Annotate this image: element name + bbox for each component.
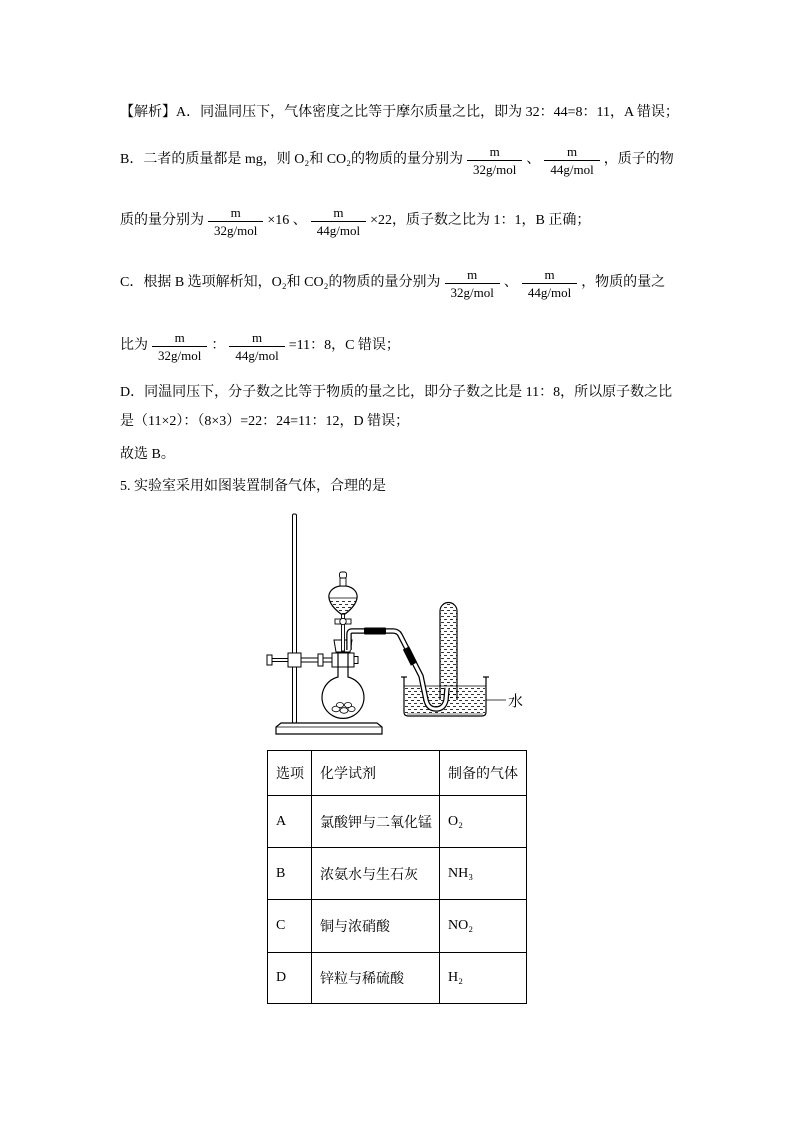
gas-cell: H₂ bbox=[440, 953, 527, 1004]
fraction bbox=[311, 205, 366, 238]
solution-line-b1 bbox=[120, 140, 674, 180]
option-cell: B bbox=[268, 848, 312, 900]
solution-conclusion: 故选 B。 bbox=[120, 447, 175, 462]
option-cell: D bbox=[268, 953, 312, 1004]
solution-line-d1: D．同温同压下，分子数之比等于物质的量之比，即分子数之比是 11：8，所以原子数之比 bbox=[120, 385, 673, 400]
solution-text: ： bbox=[211, 338, 226, 353]
fraction bbox=[445, 267, 500, 300]
solution-text: B．二者的质量都是 mg，则 O₂和 CO₂的物质的量分别为 bbox=[120, 152, 464, 167]
clamp-boss-head bbox=[288, 653, 301, 667]
solution-text: 比为 bbox=[120, 338, 148, 353]
stand-base bbox=[276, 723, 382, 734]
fraction-denominator: 32g/mol bbox=[214, 222, 258, 238]
question-stem: 5. 实验室采用如图装置制备气体，合理的是 bbox=[120, 479, 386, 494]
inverted-test-tube bbox=[440, 603, 457, 701]
gas-cell: NO₂ bbox=[440, 900, 527, 953]
reagent-cell: 浓氨水与生石灰 bbox=[312, 848, 440, 900]
clamp-jaw-screw bbox=[354, 657, 358, 664]
solution-line-c2 bbox=[120, 326, 400, 366]
solution-text: 、 bbox=[526, 152, 541, 167]
solution-text: 质的量分别为 bbox=[120, 213, 204, 228]
solution-line-a: 【解析】A．同温同压下，气体密度之比等于摩尔质量之比，即为 32：44=8：11，A 错误； bbox=[120, 105, 679, 120]
funnel-neck bbox=[340, 578, 346, 586]
header-gas: 制备的气体 bbox=[440, 751, 527, 796]
fraction bbox=[522, 267, 577, 300]
fraction-numerator: m bbox=[311, 205, 366, 222]
fraction-denominator: 44g/mol bbox=[316, 222, 361, 238]
solution-text: ，物质的量之 bbox=[581, 275, 666, 290]
table-header-row bbox=[268, 751, 527, 796]
fraction-numerator: m bbox=[544, 144, 599, 161]
separatory-funnel bbox=[328, 572, 358, 651]
solution-text: ×22，质子数之比为 1：1，B 正确； bbox=[370, 213, 591, 228]
granule bbox=[344, 703, 351, 708]
clamp-screw bbox=[318, 654, 323, 666]
fraction bbox=[208, 205, 263, 238]
fraction-denominator: 44g/mol bbox=[235, 347, 279, 363]
fraction-numerator: m bbox=[445, 267, 500, 284]
funnel-top-stopper bbox=[340, 572, 347, 578]
solution-line-b2 bbox=[120, 201, 590, 241]
rubber-connector bbox=[406, 648, 414, 664]
solution-line-d2: 是（11×2）：（8×3）=22：24=11：12，D 错误； bbox=[120, 414, 410, 429]
apparatus-figure bbox=[260, 505, 540, 745]
reagent-cell: 锌粒与稀硫酸 bbox=[312, 953, 440, 1004]
header-option: 选项 bbox=[268, 751, 312, 796]
clamp-rod-left bbox=[272, 659, 288, 662]
table-row bbox=[268, 900, 527, 953]
clamp-arm bbox=[301, 658, 332, 662]
option-cell: C bbox=[268, 900, 312, 953]
table-row bbox=[268, 796, 527, 848]
solution-text: ×16 、 bbox=[267, 213, 307, 228]
reagent-cell: 氯酸钾与二氧化锰 bbox=[312, 796, 440, 848]
stopcock-knob bbox=[340, 618, 346, 624]
rubber-connector bbox=[364, 628, 386, 635]
fraction-denominator: 32g/mol bbox=[473, 161, 517, 177]
round-bottom-flask bbox=[322, 640, 364, 718]
fraction bbox=[544, 144, 599, 177]
fraction-numerator: m bbox=[522, 267, 577, 284]
options-table bbox=[267, 750, 527, 1004]
fraction-denominator: 44g/mol bbox=[550, 161, 594, 177]
solution-text: ，质子的物 bbox=[603, 152, 674, 167]
header-reagents: 化学试剂 bbox=[312, 751, 440, 796]
gas-cell: NH₃ bbox=[440, 848, 527, 900]
solution-text: C．根据 B 选项解析知，O₂和 CO₂的物质的量分别为 bbox=[120, 275, 441, 290]
fraction-numerator: m bbox=[467, 144, 522, 161]
solution-text: =11：8，C 错误； bbox=[288, 338, 400, 353]
fraction-numerator: m bbox=[152, 330, 207, 347]
fraction bbox=[229, 330, 284, 363]
table-row bbox=[268, 848, 527, 900]
fraction bbox=[467, 144, 522, 177]
water-label: 水 bbox=[508, 694, 524, 710]
fraction-numerator: m bbox=[229, 330, 284, 347]
gas-cell: O₂ bbox=[440, 796, 527, 848]
reagent-cell: 铜与浓硝酸 bbox=[312, 900, 440, 953]
clamp-knob-left bbox=[267, 655, 272, 665]
option-cell: A bbox=[268, 796, 312, 848]
fraction-denominator: 44g/mol bbox=[527, 284, 572, 300]
solution-text: 、 bbox=[503, 275, 518, 290]
fraction-denominator: 32g/mol bbox=[450, 284, 494, 300]
table-row bbox=[268, 953, 527, 1004]
fraction bbox=[152, 330, 207, 363]
fraction-numerator: m bbox=[208, 205, 263, 222]
fraction-denominator: 32g/mol bbox=[158, 347, 202, 363]
liquid-dashes bbox=[328, 599, 358, 615]
granule bbox=[340, 708, 348, 714]
granule bbox=[336, 703, 343, 708]
stand-rod bbox=[293, 514, 297, 723]
solution-line-c1 bbox=[120, 263, 665, 303]
